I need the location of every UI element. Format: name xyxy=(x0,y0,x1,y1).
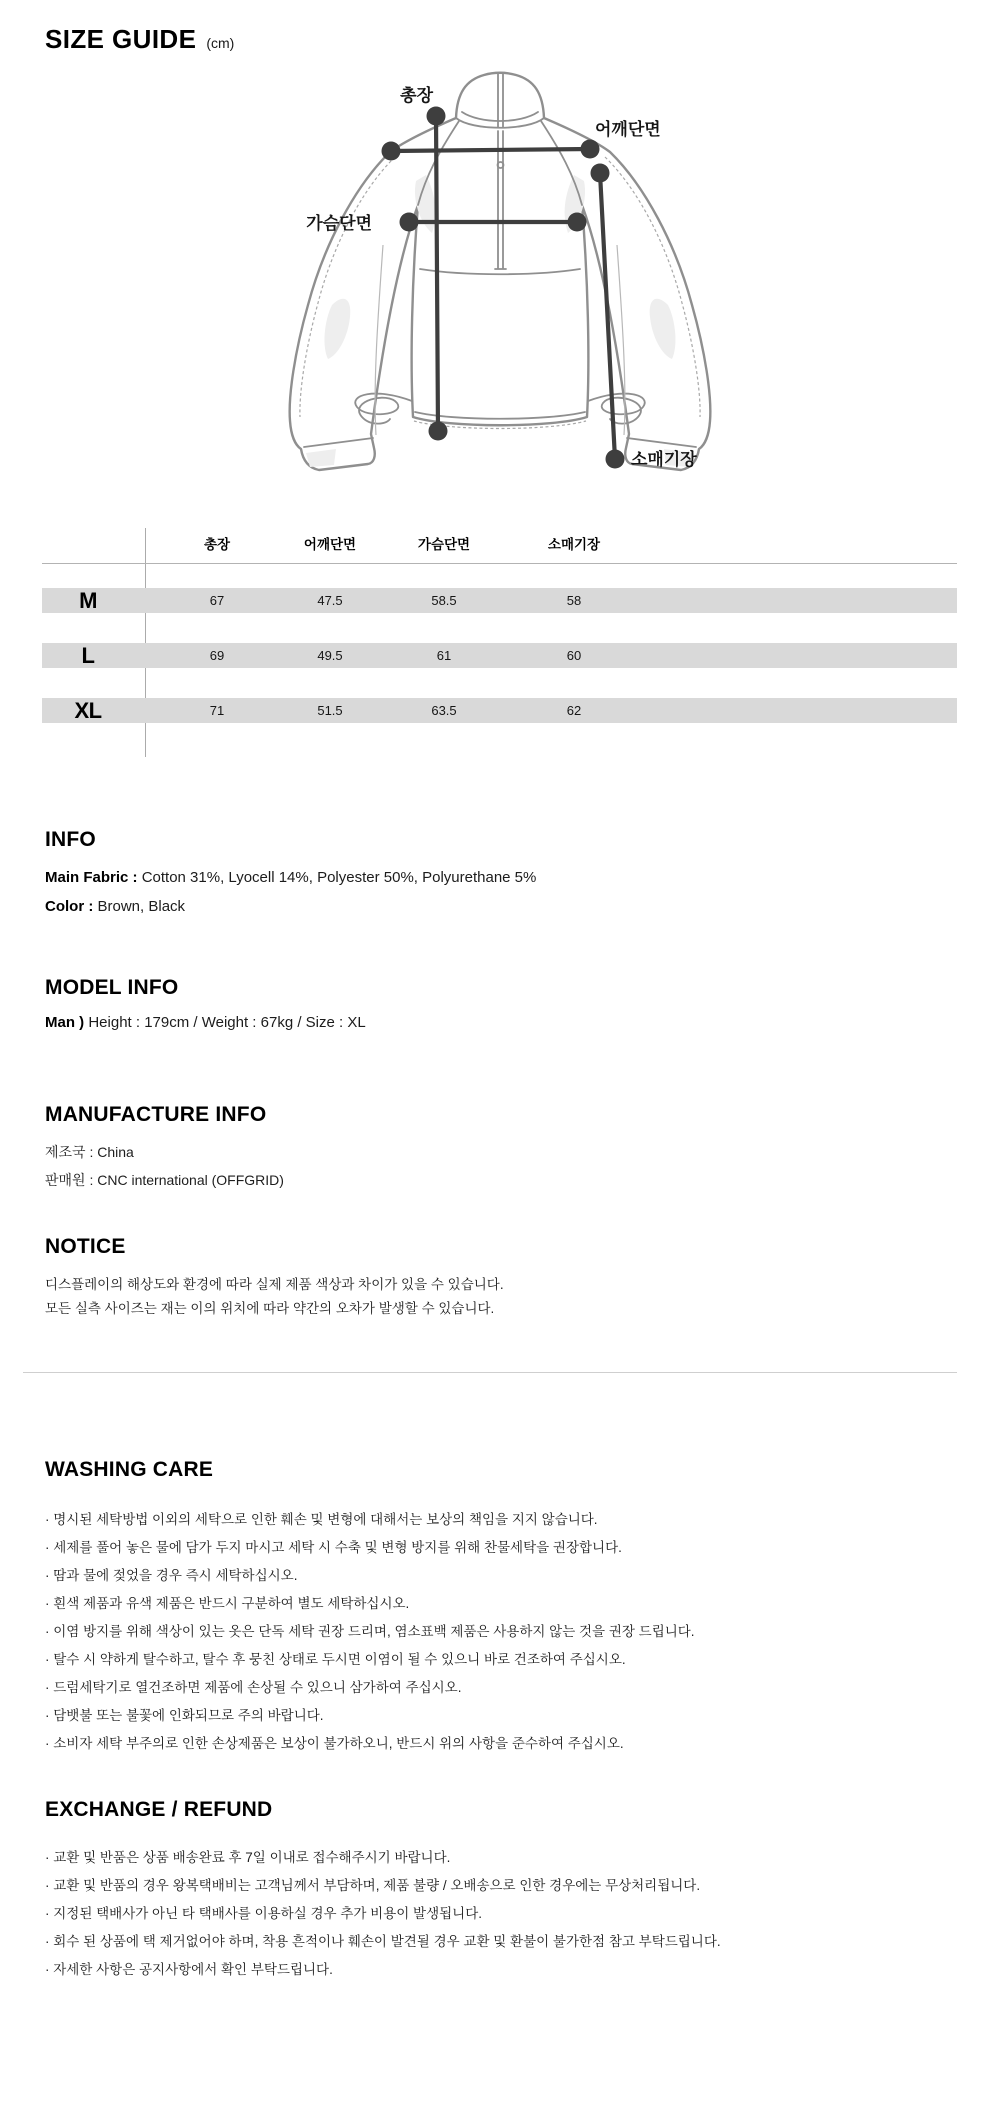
size-diagram xyxy=(240,55,760,475)
diagram-label-chest: 가슴단면 xyxy=(306,214,372,233)
model-info-heading: MODEL INFO xyxy=(45,976,179,999)
diagram-label-sleeve: 소매기장 xyxy=(631,450,697,469)
size-table xyxy=(0,525,1000,765)
cell-shoulder: 49.5 xyxy=(317,648,343,663)
main-fabric-line xyxy=(45,863,536,892)
cell-chest: 63.5 xyxy=(431,703,457,718)
size-table-header-total-length: 총장 xyxy=(203,537,231,552)
cell-shoulder: 47.5 xyxy=(317,593,343,608)
washing-care-heading: WASHING CARE xyxy=(45,1458,214,1481)
color-value: Brown, Black xyxy=(97,898,186,915)
washing-care-item: · 흰색 제품과 유색 제품은 반드시 구분하여 별도 세탁하십시오. xyxy=(45,1596,410,1611)
info-section xyxy=(45,828,536,921)
manufacture-country-line: 제조국 : China xyxy=(45,1144,134,1160)
size-label: M xyxy=(79,587,97,613)
washing-care-item: · 소비자 세탁 부주의로 인한 손상제품은 보상이 불가하오니, 반드시 위의 사항을 준수하여 주십시오. xyxy=(45,1736,624,1751)
exchange-refund-item: · 회수 된 상품에 택 제거없어야 하며, 착용 흔적이나 훼손이 발견될 경우 교환 및 환불이 불가한점 참고 부탁드립니다. xyxy=(45,1934,721,1949)
washing-care-item: · 담뱃불 또는 불꽃에 인화되므로 주의 바랍니다. xyxy=(45,1708,324,1723)
cell-total-length: 71 xyxy=(209,703,225,718)
manufacture-seller-line: 판매원 : CNC international (OFFGRID) xyxy=(45,1172,284,1188)
page-title-row xyxy=(45,24,234,55)
cell-sleeve: 60 xyxy=(566,648,582,663)
table-row xyxy=(42,643,957,668)
size-label: XL xyxy=(74,697,102,723)
info-heading: INFO xyxy=(45,828,96,851)
exchange-refund-item: · 자세한 사항은 공지사항에서 확인 부탁드립니다. xyxy=(45,1962,333,1977)
cell-total-length: 69 xyxy=(209,648,225,663)
model-label: Man ) xyxy=(45,1014,85,1031)
cell-sleeve: 58 xyxy=(566,593,582,608)
size-table-header-divider xyxy=(42,563,957,564)
color-label: Color : xyxy=(45,898,94,915)
notice-heading: NOTICE xyxy=(45,1235,126,1258)
notice-line: 디스플레이의 해상도와 환경에 따라 실제 제품 색상과 차이가 있을 수 있습니다. xyxy=(45,1277,504,1292)
washing-care-item: · 세제를 풀어 놓은 물에 담가 두지 마시고 세탁 시 수축 및 변형 방지를 위해 찬물세탁을 권장합니다. xyxy=(45,1540,622,1555)
notice-line: 모든 실측 사이즈는 재는 이의 위치에 따라 약간의 오차가 발생할 수 있습니다. xyxy=(45,1301,495,1316)
exchange-refund-item: · 교환 및 반품은 상품 배송완료 후 7일 이내로 접수해주시기 바랍니다. xyxy=(45,1850,451,1865)
table-row xyxy=(42,588,957,613)
cell-shoulder: 51.5 xyxy=(317,703,343,718)
washing-care-item: · 명시된 세탁방법 이외의 세탁으로 인한 훼손 및 변형에 대해서는 보상의 책임을 지지 않습니다. xyxy=(45,1512,598,1527)
page-title: SIZE GUIDE xyxy=(45,24,197,54)
diagram-label-shoulder: 어깨단면 xyxy=(595,120,661,139)
manufacture-info-section xyxy=(45,1103,284,1194)
washing-care-item: · 드럼세탁기로 열건조하면 제품에 손상될 수 있으니 삼가하여 주십시오. xyxy=(45,1680,462,1695)
exchange-refund-section xyxy=(45,1798,721,1984)
exchange-refund-item: · 교환 및 반품의 경우 왕복택배비는 고객님께서 부담하며, 제품 불량 / 오배송으로 인한 경우에는 무상처리됩니다. xyxy=(45,1878,701,1893)
size-table-header-sleeve: 소매기장 xyxy=(547,537,601,552)
washing-care-item: · 이염 방지를 위해 색상이 있는 옷은 단독 세탁 권장 드리며, 염소표백 제품은 사용하지 않는 것을 권장 드립니다. xyxy=(45,1624,695,1639)
exchange-refund-heading: EXCHANGE / REFUND xyxy=(45,1798,273,1821)
diagram-label-total-length: 총장 xyxy=(400,86,433,105)
size-table-header-chest: 가슴단면 xyxy=(417,537,471,552)
model-value: Height : 179cm / Weight : 67kg / Size : XL xyxy=(88,1014,366,1031)
model-info-section xyxy=(45,976,366,1031)
cell-total-length: 67 xyxy=(209,593,225,608)
washing-care-section xyxy=(45,1458,695,1758)
exchange-refund-item: · 지정된 택배사가 아닌 타 택배사를 이용하실 경우 추가 비용이 발생됩니다. xyxy=(45,1906,482,1921)
cell-sleeve: 62 xyxy=(566,703,582,718)
main-fabric-value: Cotton 31%, Lyocell 14%, Polyester 50%, Polyurethane 5% xyxy=(141,869,537,886)
table-row xyxy=(42,698,957,723)
main-fabric-label: Main Fabric : xyxy=(45,869,138,886)
cell-chest: 61 xyxy=(436,648,452,663)
manufacture-info-heading: MANUFACTURE INFO xyxy=(45,1103,267,1126)
washing-care-item: · 탈수 시 약하게 탈수하고, 탈수 후 뭉친 상태로 두시면 이염이 될 수 있으니 바로 건조하여 주십시오. xyxy=(45,1652,626,1667)
color-line xyxy=(45,892,536,921)
cell-chest: 58.5 xyxy=(431,593,457,608)
notice-section xyxy=(45,1235,504,1321)
size-table-header-shoulder: 어깨단면 xyxy=(303,537,357,552)
size-label: L xyxy=(81,642,95,668)
section-divider xyxy=(23,1372,957,1373)
washing-care-item: · 땀과 물에 젖었을 경우 즉시 세탁하십시오. xyxy=(45,1568,298,1583)
model-line xyxy=(45,1014,366,1031)
page-title-unit: (cm) xyxy=(206,35,235,51)
